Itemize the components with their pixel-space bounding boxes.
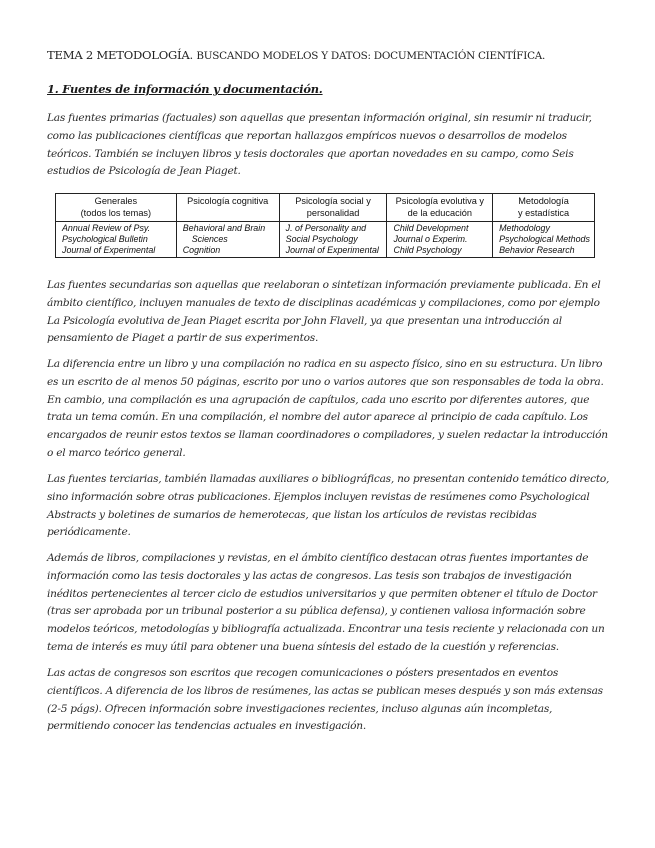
table-cell-developmental: Child Development Journal o Experim. Child Psychology: [387, 222, 493, 258]
table-header-cell: Metodología y estadística: [493, 194, 595, 222]
table-header-cell: Psicología evolutiva y de la educación: [387, 194, 493, 222]
table-header-row: [56, 194, 595, 222]
paragraph-book-vs-compilation: La diferencia entre un libro y una compilación no radica en su aspecto físico, sino en su estructura. Un libro es un escrito de al menos 50 páginas, escrito por uno o varios autores que son responsables de toda la obra. En cambio, una compilación es una agrupación de capítulos, cada uno escrito por diferentes autores, que trata un tema común. En una compilación, el nombre del autor aparece al principio de cada capítulo. Los encargados de reunir estos textos se llaman coordinadores o compiladores, y suelen redactar la introducción o el marco teórico general.: [47, 358, 608, 459]
sources-table: [55, 193, 595, 258]
paragraph-secondary-sources: Las fuentes secundarias son aquellas que reelaboran o sintetizan información previamente publicada. En el ámbito científico, incluyen manuales de texto de disciplinas académicas y compilaciones, como por ejemplo La Psicología evolutiva de Jean Piaget escrita por John Flavell, ya que presentan una introducción al pensamiento de Piaget a partir de sus experimentos.: [47, 279, 601, 345]
paragraph-tertiary-sources: Las fuentes terciarias, también llamadas auxiliares o bibliográficas, no presentan contenido temático directo, sino información sobre otras publicaciones. Ejemplos incluyen revistas de resúmenes como Psychological Abstracts y boletines de sumarios de hemerotecas, que listan los artículos de revistas recibidas periódicamente.: [47, 473, 610, 539]
table-cell-social: J. of Personality and Social Psychology Journal of Experimental: [279, 222, 387, 258]
section-heading: 1. Fuentes de información y documentación.: [47, 82, 323, 96]
table-header-cell: Generales (todos los temas): [56, 194, 177, 222]
table-row: [56, 222, 595, 258]
paragraph-congress-proceedings: Las actas de congresos son escritos que recogen comunicaciones o pósters presentados en eventos científicos. A diferencia de los libros de resúmenes, las actas se publican meses después y son más extensas (2-5 págs). Ofrecen información sobre investigaciones recientes, incluso algunas aún incompletas, permitiendo conocer las tendencias actuales en investigación.: [47, 667, 603, 733]
document-title: [47, 48, 647, 62]
paragraph-primary-sources: Las fuentes primarias (factuales) son aquellas que presentan información original, sin resumir ni traducir, como las publicaciones científicas que reportan hallazgos empíricos nuevos o desarrollos de modelos teóricos. También se incluyen libros y tesis doctorales que aportan novedades en su campo, como Seis estudios de Psicología de Jean Piaget.: [47, 112, 592, 178]
table-cell-cognitive: Behavioral and Brain Sciences Cognition: [176, 222, 279, 258]
title-rest: BUSCANDO MODELOS Y DATOS: DOCUMENTACIÓN CIENTÍFICA.: [196, 50, 546, 62]
paragraph-theses: Además de libros, compilaciones y revistas, en el ámbito científico destacan otras fuentes importantes de información como las tesis doctorales y las actas de congresos. Las tesis son trabajos de investigación inéditos pertenecientes al tercer ciclo de estudios universitarios y que permiten obtener el título de Doctor (tras ser aprobada por un tribunal posterior a su pública defensa), y contienen valiosa información sobre modelos teóricos, metodologías y bibliografía actualizada. Encontrar una tesis reciente y relacionada con un tema de interés es muy útil para obtener una buena síntesis del estado de la cuestión y referencias.: [47, 552, 605, 653]
table-header-cell: Psicología cognitiva: [176, 194, 279, 222]
title-prefix: TEMA 2 METODOLOGÍA.: [47, 48, 193, 62]
table-cell-methodology: Methodology Psychological Methods Behavior Research: [493, 222, 595, 258]
table-cell-general: Annual Review of Psy. Psychological Bulletin Journal of Experimental: [56, 222, 177, 258]
table-header-cell: Psicología social y personalidad: [279, 194, 387, 222]
